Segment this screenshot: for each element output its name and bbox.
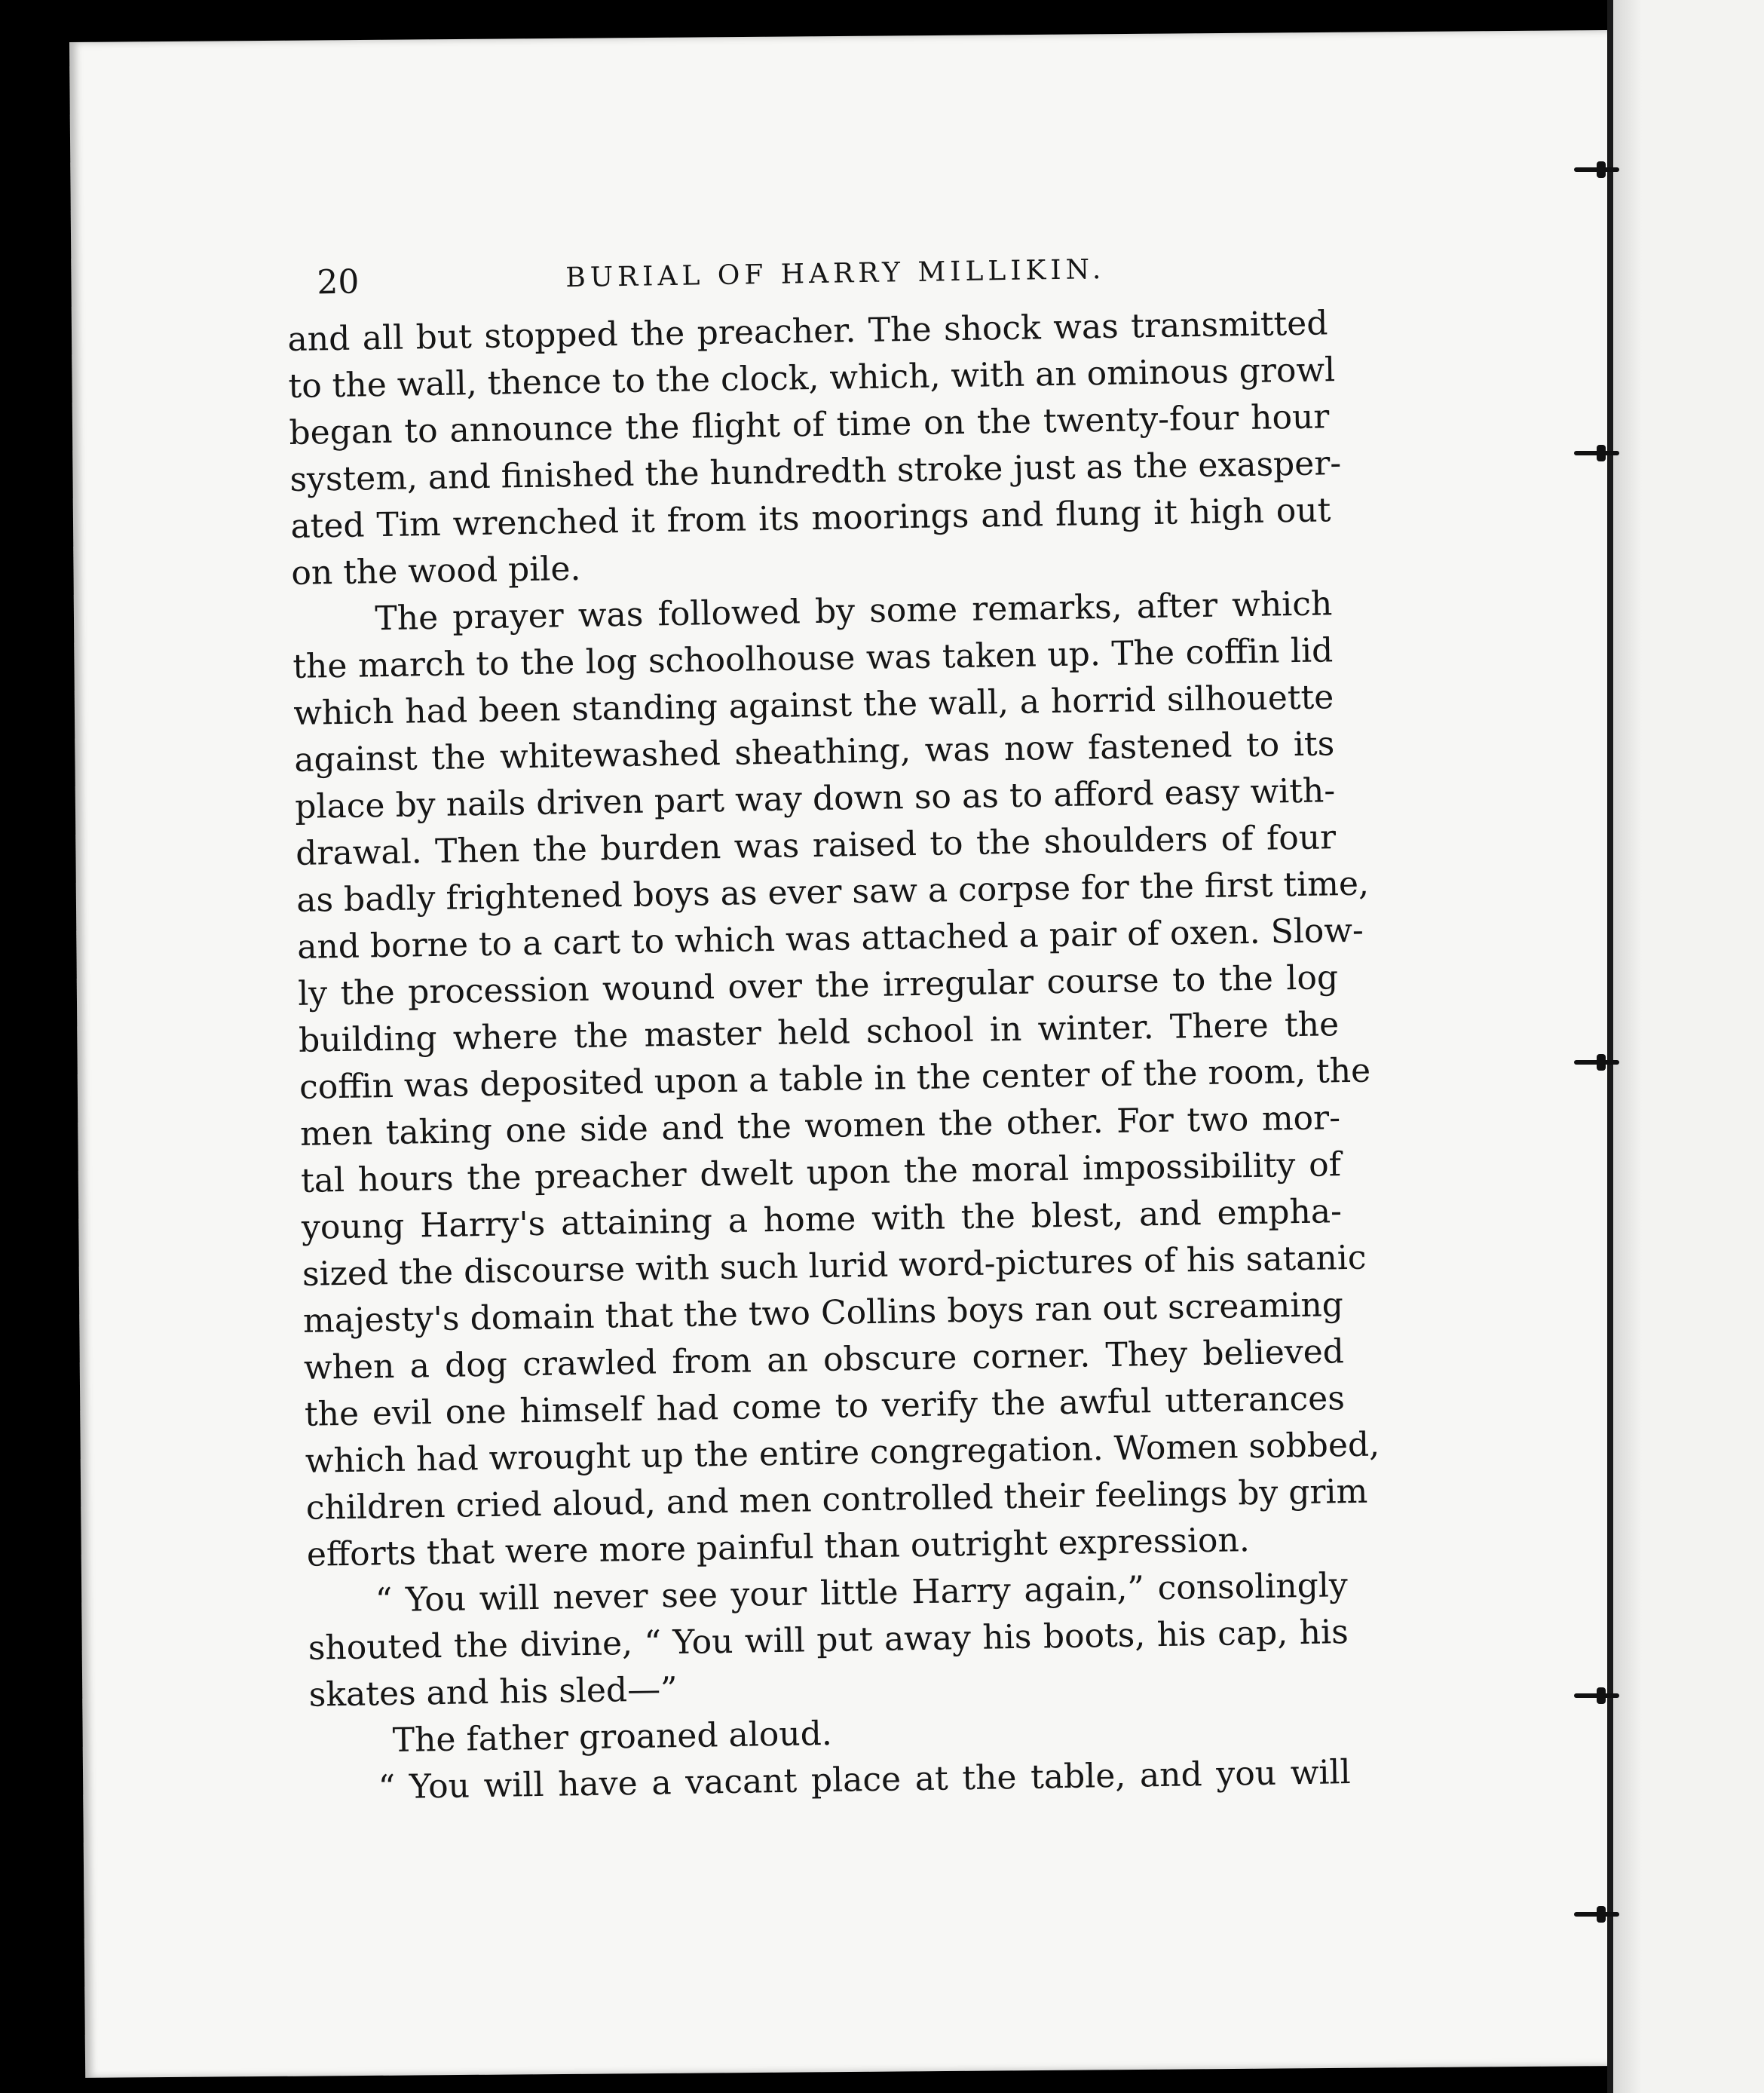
page-edge-shadow [1607, 0, 1613, 2093]
text-line: ated Tim wrenched it from its moorings and flung it high out [290, 491, 1331, 546]
text-line: “ You will never see your little Harry again,” consolingly [375, 1566, 1349, 1620]
text-line: against the whitewashed sheathing, was now fastened to its [293, 725, 1335, 780]
page-tab-mark-icon [1574, 1912, 1619, 1917]
text-line: and borne to a cart to which was attached a pair of oxen. Slow- [296, 911, 1364, 967]
text-line: and all but stopped the preacher. The shock was transmitted [287, 304, 1328, 359]
text-line: shouted the divine, “ You will put away his boots, his cap, his [308, 1613, 1349, 1668]
text-line: children cried aloud, and men controlled their feelings by grim [305, 1472, 1368, 1528]
text-line: when a dog crawled from an obscure corner. They believed [303, 1332, 1345, 1387]
text-line: as badly frightened boys as ever saw a corpse for the first time, [296, 864, 1370, 920]
text-line: efforts that were more painful than outright expression. [306, 1521, 1251, 1574]
text-line: which had been standing against the wall, a horrid silhouette [292, 678, 1334, 733]
text-line: The father groaned aloud. [392, 1714, 833, 1761]
page-text [286, 247, 1380, 1812]
text-line: the evil one himself had come to verify the awful utterances [304, 1379, 1346, 1434]
page-number: 20 [316, 262, 360, 302]
text-line: “ You will have a vacant place at the table, and you will [378, 1753, 1351, 1807]
text-line: system, and finished the hundredth stroke just as the exasper- [289, 444, 1342, 499]
page-tab-mark-icon [1574, 167, 1619, 172]
text-line: on the wood pile. [291, 549, 581, 593]
page-tab-mark-icon [1574, 1060, 1619, 1065]
text-line: building where the master held school in winter. There the [298, 1005, 1340, 1060]
text-line: place by nails driven part way down so as to afford easy with- [294, 771, 1336, 826]
text-line: ly the procession wound over the irregular course to the log [297, 958, 1339, 1013]
text-line: which had wrought up the entire congregation. Women sobbed, [305, 1425, 1380, 1481]
text-line: young Harry's attaining a home with the blest, and empha- [301, 1192, 1343, 1247]
text-line: The prayer was followed by some remarks, after which [375, 584, 1333, 639]
facing-page-edge [1642, 0, 1764, 2093]
text-line: coffin was deposited upon a table in the center of the room, the [299, 1051, 1371, 1107]
text-line: men taking one side and the women the other. For two mor- [299, 1099, 1341, 1154]
text-line: majesty's domain that the two Collins boys ran out screaming [302, 1286, 1344, 1341]
text-line: skates and his sled—” [308, 1670, 678, 1715]
text-line: sized the discourse with such lurid word-pictures of his satanic [302, 1238, 1367, 1294]
text-line: to the wall, thence to the clock, which, with an ominous growl [288, 351, 1336, 406]
gutter [1613, 0, 1642, 2093]
text-line: began to announce the flight of time on the twenty-four hour [289, 397, 1330, 452]
text-line: tal hours the preacher dwelt upon the moral impossibility of [300, 1145, 1342, 1200]
page-tab-mark-icon [1574, 1693, 1619, 1698]
text-line: drawal. Then the burden was raised to the shoulders of four [295, 818, 1337, 873]
text-line: the march to the log schoolhouse was taken up. The coffin lid [292, 631, 1334, 686]
running-title: BURIAL OF HARRY MILLIKIN. [565, 253, 1106, 294]
page-tab-mark-icon [1574, 451, 1619, 455]
